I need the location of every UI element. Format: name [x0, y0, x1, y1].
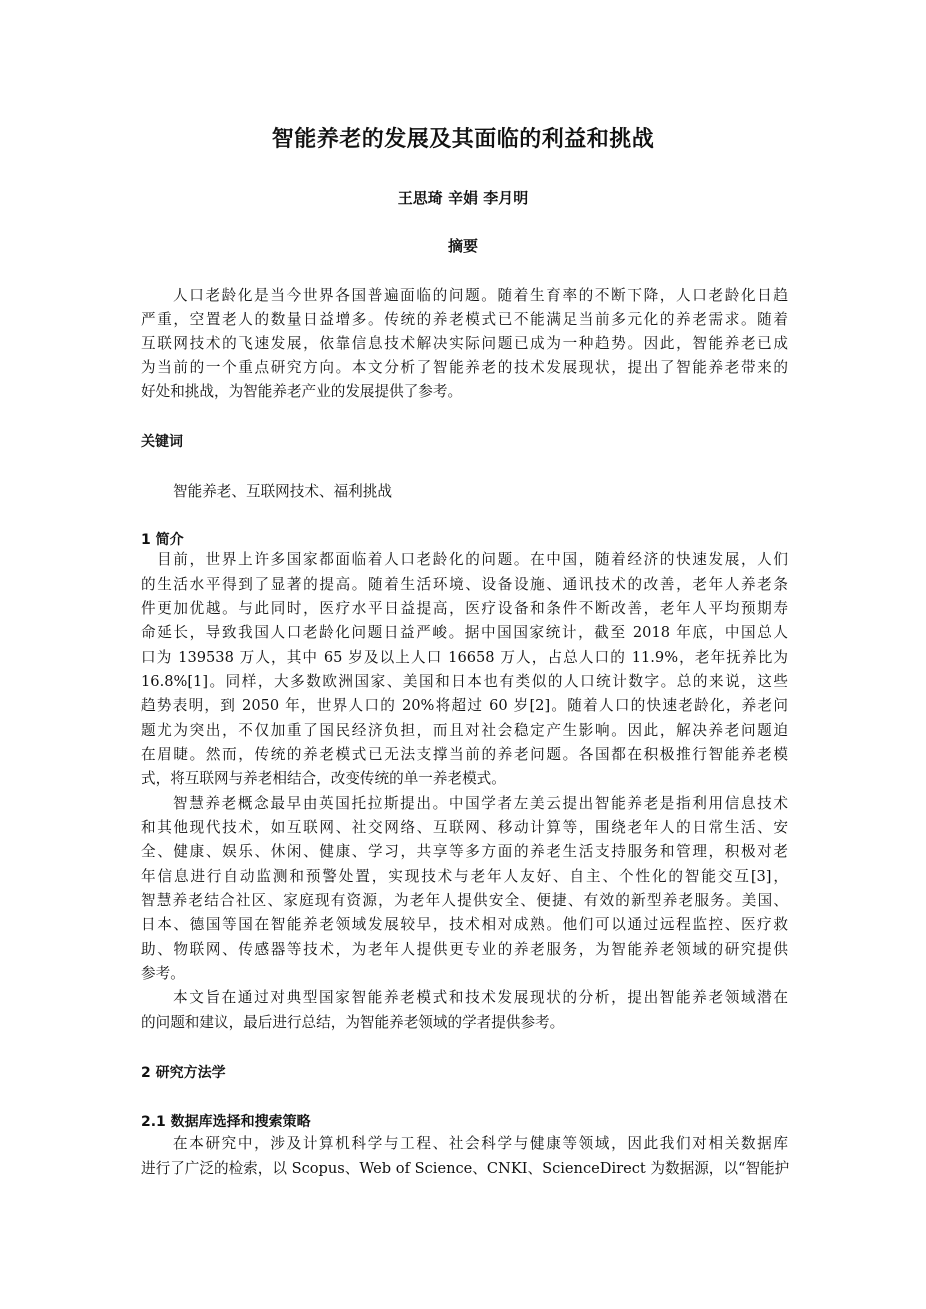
abstract-heading: 摘要: [447, 237, 478, 255]
body-line: 参考。: [141, 965, 185, 982]
body-line: 全、健康、娱乐、休闲、健康、学习，共享等多方面的养老生活支持服务和管理，积极对老: [141, 843, 788, 860]
body-line: 命延长，导致我国人口老龄化问题日益严峻。据中国国家统计，截至 2018 年底，中国总人: [141, 624, 788, 641]
body-line: 智慧养老概念最早由英国托拉斯提出。中国学者左美云提出智能养老是指利用信息技术: [173, 795, 788, 812]
abstract-line: 互联网技术的飞速发展，依靠信息技术解决实际问题已成为一种趋势。因此，智能养老已成: [141, 335, 788, 352]
keywords-heading: 关键词: [141, 434, 183, 450]
body-line: 本文旨在通过对典型国家智能养老模式和技术发展现状的分析，提出智能养老领域潜在: [173, 989, 788, 1006]
body-line: 趋势表明，到 2050 年，世界人口的 20%将超过 60 岁[2]。随着人口的快速老龄化，养老问: [141, 697, 788, 714]
paper-authors: 王思琦 辛娟 李月明: [397, 189, 529, 207]
section-2-1-heading: 2.1 数据库选择和搜索策略: [141, 1114, 311, 1130]
keywords-text: 智能养老、互联网技术、福利挑战: [173, 483, 392, 500]
body-line: 题尤为突出，不仅加重了国民经济负担，而且对社会稳定产生影响。因此，解决养老问题迫: [141, 722, 788, 739]
body-line: 的问题和建议，最后进行总结，为智能养老领域的学者提供参考。: [141, 1014, 565, 1031]
body-line: 16.8%[1]。同样，大多数欧洲国家、美国和日本也有类似的人口统计数字。总的来说，这些: [141, 673, 788, 690]
body-line: 助、物联网、传感器等技术，为老年人提供更专业的养老服务，为智能养老领域的研究提供: [141, 941, 788, 958]
body-line: 智慧养老结合社区、家庭现有资源，为老年人提供安全、便捷、有效的新型养老服务。美国、: [141, 892, 788, 909]
paper-title: 智能养老的发展及其面临的利益和挑战: [271, 127, 655, 152]
section-1-heading: 1 简介: [141, 532, 184, 548]
abstract-line: 好处和挑战，为智能养老产业的发展提供了参考。: [141, 383, 463, 400]
body-line: 进行了广泛的检索，以 Scopus、Web of Science、CNKI、ScienceDirect 为数据源，以“智能护: [141, 1160, 790, 1177]
abstract-line: 人口老龄化是当今世界各国普遍面临的问题。随着生育率的不断下降，人口老龄化日趋: [173, 287, 788, 304]
body-line: 件更加优越。与此同时，医疗水平日益提高，医疗设备和条件不断改善，老年人平均预期寿: [141, 600, 788, 617]
body-line: 在眉睫。然而，传统的养老模式已无法支撑当前的养老问题。各国都在积极推行智能养老模: [141, 746, 788, 763]
body-line: 目前，世界上许多国家都面临着人口老龄化的问题。在中国，随着经济的快速发展，人们: [157, 551, 788, 568]
body-line: 日本、德国等国在智能养老领域发展较早，技术相对成熟。他们可以通过远程监控、医疗救: [141, 916, 788, 933]
body-line: 的生活水平得到了显著的提高。随着生活环境、设备设施、通讯技术的改善，老年人养老条: [141, 576, 788, 593]
body-line: 和其他现代技术，如互联网、社交网络、互联网、移动计算等，围绕老年人的日常生活、安: [141, 819, 788, 836]
section-2-heading: 2 研究方法学: [141, 1065, 226, 1081]
abstract-line: 为当前的一个重点研究方向。本文分析了智能养老的技术发展现状，提出了智能养老带来的: [141, 359, 788, 376]
body-line: 年信息进行自动监测和预警处置，实现技术与老年人友好、自主、个性化的智能交互[3]，: [141, 868, 788, 885]
abstract-line: 严重，空置老人的数量日益增多。传统的养老模式已不能满足当前多元化的养老需求。随着: [141, 311, 788, 328]
body-line: 式，将互联网与养老相结合，改变传统的单一养老模式。: [141, 770, 506, 787]
body-line: 在本研究中，涉及计算机科学与工程、社会科学与健康等领域，因此我们对相关数据库: [173, 1135, 788, 1152]
body-line: 口为 139538 万人，其中 65 岁及以上人口 16658 万人，占总人口的 11.9%，老年抚养比为: [141, 649, 788, 666]
